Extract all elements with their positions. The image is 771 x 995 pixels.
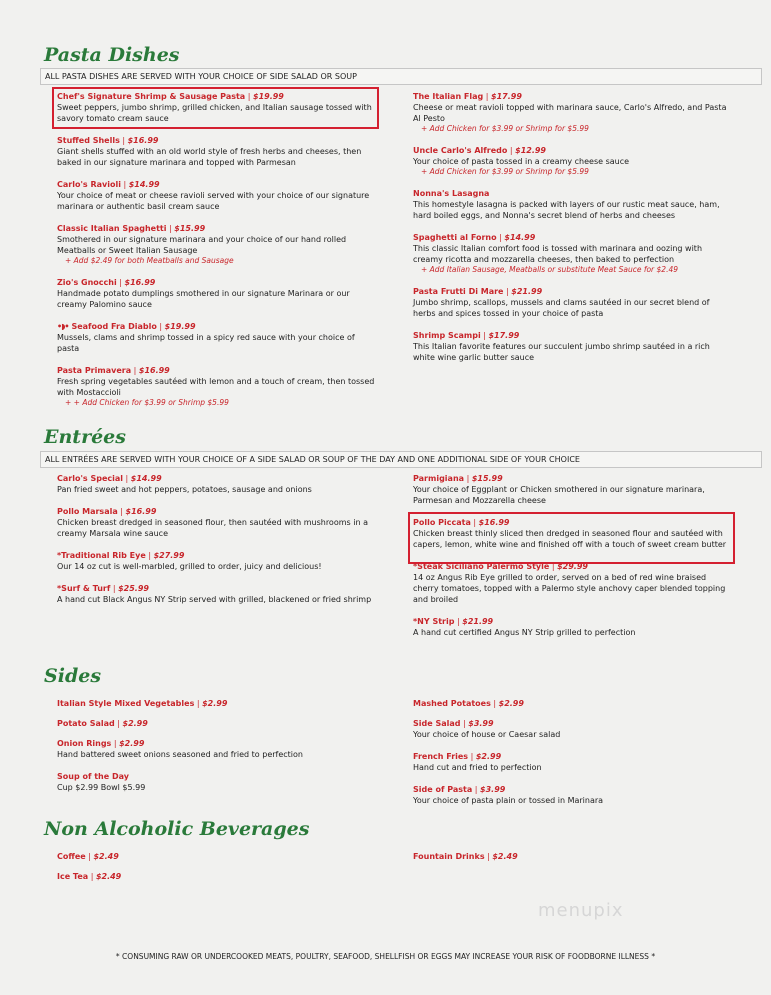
menu-item	[413, 751, 733, 773]
entrees-left-column	[57, 473, 377, 616]
menu-item-price: $29.99	[557, 562, 588, 571]
menu-item-price: $16.99	[125, 507, 157, 516]
price-separator: |	[480, 331, 489, 340]
menu-item-addon: + Add Chicken for $3.99 or Shrimp for $5.99	[421, 124, 589, 133]
menu-item-price: $16.99	[124, 278, 156, 287]
menu-item-name-line	[57, 473, 377, 484]
menu-item-price: $25.99	[118, 584, 149, 593]
menu-item-name-line	[57, 179, 377, 190]
price-separator: |	[490, 699, 499, 708]
pasta-right-column	[413, 91, 733, 374]
menu-item-price: $15.99	[471, 474, 503, 483]
menu-item	[413, 473, 733, 506]
price-separator: |	[549, 562, 558, 571]
menu-item-description: Smothered in our signature marinara and your choice of our hand rolled Meatballs or Sweet Italian Sausage	[57, 235, 347, 255]
menu-item-name-line	[57, 718, 377, 729]
menu-item-name: Potato Salad	[57, 719, 115, 728]
menu-item-price: $2.49	[93, 852, 119, 861]
menu-item-name: French Fries	[413, 752, 469, 761]
menu-item	[413, 286, 733, 319]
menu-item-description: Your choice of Eggplant or Chicken smothered in our signature marinara, Parmesan and Mozzarella cheese	[413, 485, 705, 505]
menu-item-price: $27.99	[153, 551, 185, 560]
notice-entrees: ALL ENTRÉES ARE SERVED WITH YOUR CHOICE OF A SIDE SALAD OR SOUP OF THE DAY AND ONE ADDITIONAL SIDE OF YOUR CHOICE	[40, 451, 762, 468]
menu-item-name: Pasta Frutti Di Mare	[413, 287, 504, 296]
menu-item-name-line	[413, 330, 733, 341]
menu-item-description: Hand battered sweet onions seasoned and fried to perfection	[57, 750, 303, 759]
price-separator: |	[454, 617, 463, 626]
menu-item-name-line	[413, 232, 733, 243]
menu-item	[57, 473, 377, 495]
price-separator: |	[503, 287, 512, 296]
price-separator: |	[120, 180, 129, 189]
menu-item-name-line	[57, 550, 377, 561]
menu-item-price: $14.99	[130, 474, 162, 483]
menu-item	[413, 232, 733, 275]
menu-item	[57, 583, 377, 605]
price-separator: |	[507, 146, 516, 155]
menu-item-name-line	[57, 135, 377, 146]
menu-item-name-line	[413, 286, 733, 297]
menu-item-name-line	[57, 871, 377, 882]
menu-item-price: $17.99	[491, 92, 522, 101]
menu-item-name: Fountain Drinks	[413, 852, 485, 861]
price-separator: |	[131, 366, 139, 375]
menu-item	[57, 506, 377, 539]
menu-item-name: Zio's Gnocchi	[57, 278, 117, 287]
menu-item-addon: + + Add Chicken for $3.99 or Shrimp $5.99	[65, 398, 229, 407]
menu-item-name-line	[413, 718, 733, 729]
price-separator: |	[123, 474, 131, 483]
price-separator: |	[194, 699, 203, 708]
menu-item-description: Our 14 oz cut is well-marbled, grilled to order, juicy and delicious!	[57, 562, 322, 571]
menu-item	[413, 561, 733, 605]
menu-item-name-line	[57, 506, 377, 517]
menu-item-name: Side Salad	[413, 719, 461, 728]
menu-item-name-line	[413, 145, 733, 156]
menu-item-name-line	[57, 738, 377, 749]
price-separator: |	[85, 852, 94, 861]
menu-item-name: Classic Italian Spaghetti	[57, 224, 167, 233]
menu-item	[413, 145, 733, 177]
sides-right-column	[413, 698, 733, 817]
menu-item-description: Handmade potato dumplings smothered in our signature Marinara or our creamy Palomino sauce	[57, 289, 350, 309]
menu-item-price: $14.99	[128, 180, 160, 189]
menu-item-price: $2.49	[492, 852, 518, 861]
price-separator: |	[464, 474, 472, 483]
menu-item-price: $3.99	[480, 785, 506, 794]
menu-item-name: Pollo Piccata	[413, 518, 471, 527]
menu-item-name-line	[57, 321, 377, 332]
notice-pasta: ALL PASTA DISHES ARE SERVED WITH YOUR CHOICE OF SIDE SALAD OR SOUP	[40, 68, 762, 85]
price-separator: |	[114, 719, 123, 728]
menu-item	[57, 223, 377, 266]
menu-item	[57, 550, 377, 572]
menu-item-name: Pollo Marsala	[57, 507, 118, 516]
menu-item-name: Chef's Signature Shrimp & Sausage Pasta	[57, 92, 246, 101]
menu-item	[413, 698, 733, 709]
price-separator: |	[88, 872, 96, 881]
menu-item-name: Parmigiana	[413, 474, 465, 483]
menu-item-description: Fresh spring vegetables sautéed with lemon and a touch of cream, then tossed with Mostaccioli	[57, 377, 375, 397]
price-separator: |	[110, 584, 119, 593]
menu-item	[57, 321, 377, 354]
menu-item-description: Cup $2.99 Bowl $5.99	[57, 783, 146, 792]
menu-item-description: This Italian favorite features our succulent jumbo shrimp sautéed in a rich white wine garlic butter sauce	[413, 342, 710, 362]
menu-item	[57, 277, 377, 310]
menu-item-name: *Steak Siciliano Palermo Style	[413, 562, 550, 571]
price-separator: |	[166, 224, 175, 233]
pepper-icon: •◗•	[57, 322, 69, 331]
menu-item-name: Stuffed Shells	[57, 136, 120, 145]
menu-item-description: 14 oz Angus Rib Eye grilled to order, served on a bed of red wine braised cherry tomatoes, topped with a Palermo style anchovy caper blended topping and broiled	[413, 573, 726, 604]
menu-item-name: The Italian Flag	[413, 92, 484, 101]
menu-item-price: $2.99	[475, 752, 502, 761]
highlight-box-pollo-piccata	[408, 512, 735, 564]
menu-item-price: $16.99	[138, 366, 170, 375]
menu-item-name-line	[413, 473, 733, 484]
price-separator: |	[484, 852, 493, 861]
menu-item-description: Pan fried sweet and hot peppers, potatoes, sausage and onions	[57, 485, 312, 494]
menu-item-name-line	[413, 188, 733, 199]
price-separator: |	[245, 92, 253, 101]
menu-item-price: $16.99	[478, 518, 510, 527]
menu-item-name: *NY Strip	[413, 617, 455, 626]
menu-item	[57, 179, 377, 212]
menu-item-name: Nonna's Lasagna	[413, 189, 490, 198]
menu-item-price: $15.99	[174, 224, 206, 233]
menu-item-name-line	[57, 583, 377, 594]
price-separator: |	[483, 92, 492, 101]
price-separator: |	[460, 719, 469, 728]
menu-item-name: Carlo's Special	[57, 474, 123, 483]
menu-item-name: Spaghetti al Forno	[413, 233, 497, 242]
pasta-left-column	[57, 91, 377, 419]
menu-item-name-line	[57, 771, 377, 782]
menu-item-description: A hand cut Black Angus NY Strip served with grilled, blackened or fried shrimp	[57, 595, 372, 604]
menu-item-name: *Surf & Turf	[57, 584, 111, 593]
menu-item	[413, 616, 733, 638]
menu-item-description: This classic Italian comfort food is tossed with marinara and oozing with creamy ricotta and mozzarella cheeses, then baked to perfection	[413, 244, 703, 264]
menu-item-price: $2.99	[202, 699, 228, 708]
menu-item-name: Carlo's Ravioli	[57, 180, 121, 189]
menu-item-description: Chicken breast dredged in seasoned flour, then sautéed with mushrooms in a creamy Marsala wine sauce	[57, 518, 368, 538]
menu-item-name: Mashed Potatoes	[413, 699, 491, 708]
watermark-logo: menupix	[538, 900, 624, 921]
menu-item-addon: + Add Chicken for $3.99 or Shrimp for $5.99	[421, 167, 589, 176]
menu-item-description: This homestyle lasagna is packed with layers of our rustic meat sauce, ham, hard boiled eggs, and Nonna's secret blend of herbs and cheeses	[413, 200, 720, 220]
menu-item-description: Chicken breast thinly sliced then dredged in seasoned flour and sautéed with capers, lemon, white wine and finished off with a touch of sweet cream butter	[413, 529, 727, 549]
menu-item	[57, 851, 377, 862]
menu-item	[57, 771, 377, 793]
section-title-entrees: Entrées	[44, 426, 126, 448]
menu-item-price: $2.99	[498, 699, 524, 708]
menu-item-price: $21.99	[511, 287, 543, 296]
menu-item	[413, 330, 733, 363]
highlight-box-chefs-signature	[52, 87, 379, 129]
price-separator: |	[119, 136, 128, 145]
price-separator: |	[470, 518, 479, 527]
menu-item-description: Mussels, clams and shrimp tossed in a spicy red sauce with your choice of pasta	[57, 333, 355, 353]
menu-item-name: Ice Tea	[57, 872, 89, 881]
menu-item-description: A hand cut certified Angus NY Strip grilled to perfection	[413, 628, 636, 637]
menu-item-price: $19.99	[164, 322, 196, 331]
menu-item-price: $19.99	[253, 92, 284, 101]
menu-item-name-line	[413, 751, 733, 762]
menu-item-price: $12.99	[515, 146, 546, 155]
menu-item	[413, 188, 733, 221]
menu-item-description: Your choice of pasta plain or tossed in Marinara	[413, 796, 604, 805]
section-title-beverages: Non Alcoholic Beverages	[44, 818, 310, 840]
menu-item	[57, 738, 377, 760]
price-separator: |	[111, 739, 120, 748]
menu-item	[57, 871, 377, 882]
menu-item	[413, 851, 733, 862]
menu-item	[57, 698, 377, 709]
beverages-right-column	[413, 851, 733, 871]
menu-item-price: $16.99	[127, 136, 159, 145]
menu-item-addon: + Add Italian Sausage, Meatballs or substitute Meat Sauce for $2.49	[421, 265, 678, 274]
price-separator: |	[145, 551, 154, 560]
menu-item-name: Onion Rings	[57, 739, 112, 748]
section-title-pasta: Pasta Dishes	[44, 44, 180, 66]
menu-item	[413, 718, 733, 740]
menu-item-description: Your choice of meat or cheese ravioli served with your choice of our signature marinara or authentic basil cream sauce	[57, 191, 370, 211]
footer-disclaimer: * CONSUMING RAW OR UNDERCOOKED MEATS, POULTRY, SEAFOOD, SHELLFISH OR EGGS MAY INCREASE YOUR RISK OF FOODBORNE ILLNESS *	[115, 952, 656, 961]
menu-item-price: $3.99	[468, 719, 494, 728]
menu-item-description: Sweet peppers, jumbo shrimp, grilled chicken, and Italian sausage tossed with savory tomato cream sauce	[57, 103, 372, 123]
menu-item-name: Side of Pasta	[413, 785, 473, 794]
menu-item-name: *Traditional Rib Eye	[57, 551, 146, 560]
menu-item	[57, 365, 377, 408]
menu-item-name-line	[57, 851, 377, 862]
menu-item-description: Hand cut and fried to perfection	[413, 763, 542, 772]
price-separator: |	[472, 785, 481, 794]
menu-item-description: Cheese or meat ravioli topped with marinara sauce, Carlo's Alfredo, and Pasta Al Pesto	[413, 103, 727, 123]
menu-item-name-line	[413, 698, 733, 709]
menu-item-name-line	[57, 365, 377, 376]
menu-item-price: $2.49	[95, 872, 122, 881]
menu-item-name-line	[413, 91, 733, 102]
menu-item-name-line	[57, 223, 377, 234]
menu-item-name: Soup of the Day	[57, 772, 129, 781]
menu-item-price: $2.99	[122, 719, 148, 728]
menu-item-name: Italian Style Mixed Vegetables	[57, 699, 195, 708]
sides-left-column	[57, 698, 377, 804]
menu-item-price: $17.99	[488, 331, 520, 340]
menu-item-description: Giant shells stuffed with an old world style of fresh herbs and cheeses, then baked in our signature marinara and topped with Parmesan	[57, 147, 362, 167]
menu-item-name: Seafood Fra Diablo	[71, 322, 157, 331]
menu-item-name-line	[413, 851, 733, 862]
menu-item-name-line	[413, 616, 733, 627]
menu-item-description: Jumbo shrimp, scallops, mussels and clams sautéed in our secret blend of herbs and spices tossed in your choice of pasta	[413, 298, 710, 318]
beverages-left-column	[57, 851, 377, 891]
menu-item-price: $21.99	[462, 617, 494, 626]
section-title-sides: Sides	[44, 665, 102, 687]
menu-item-description: Your choice of house or Caesar salad	[413, 730, 561, 739]
price-separator: |	[116, 278, 125, 287]
menu-item-name-line	[57, 698, 377, 709]
menu-item-name: Coffee	[57, 852, 86, 861]
menu-item-name: Shrimp Scampi	[413, 331, 481, 340]
menu-item-price: $2.99	[119, 739, 145, 748]
menu-item	[57, 718, 377, 729]
menu-item-addon: + Add $2.49 for both Meatballs and Sausage	[65, 256, 234, 265]
menu-item-name-line	[57, 277, 377, 288]
menu-item	[57, 135, 377, 168]
menu-item	[413, 784, 733, 806]
menu-item-description: Your choice of pasta tossed in a creamy cheese sauce	[413, 157, 630, 166]
menu-item-name-line	[413, 784, 733, 795]
price-separator: |	[117, 507, 126, 516]
menu-item-price: $14.99	[504, 233, 536, 242]
price-separator: |	[496, 233, 505, 242]
menu-item	[413, 91, 733, 134]
menu-item-name: Uncle Carlo's Alfredo	[413, 146, 508, 155]
price-separator: |	[156, 322, 165, 331]
menu-item-name: Pasta Primavera	[57, 366, 132, 375]
price-separator: |	[468, 752, 476, 761]
